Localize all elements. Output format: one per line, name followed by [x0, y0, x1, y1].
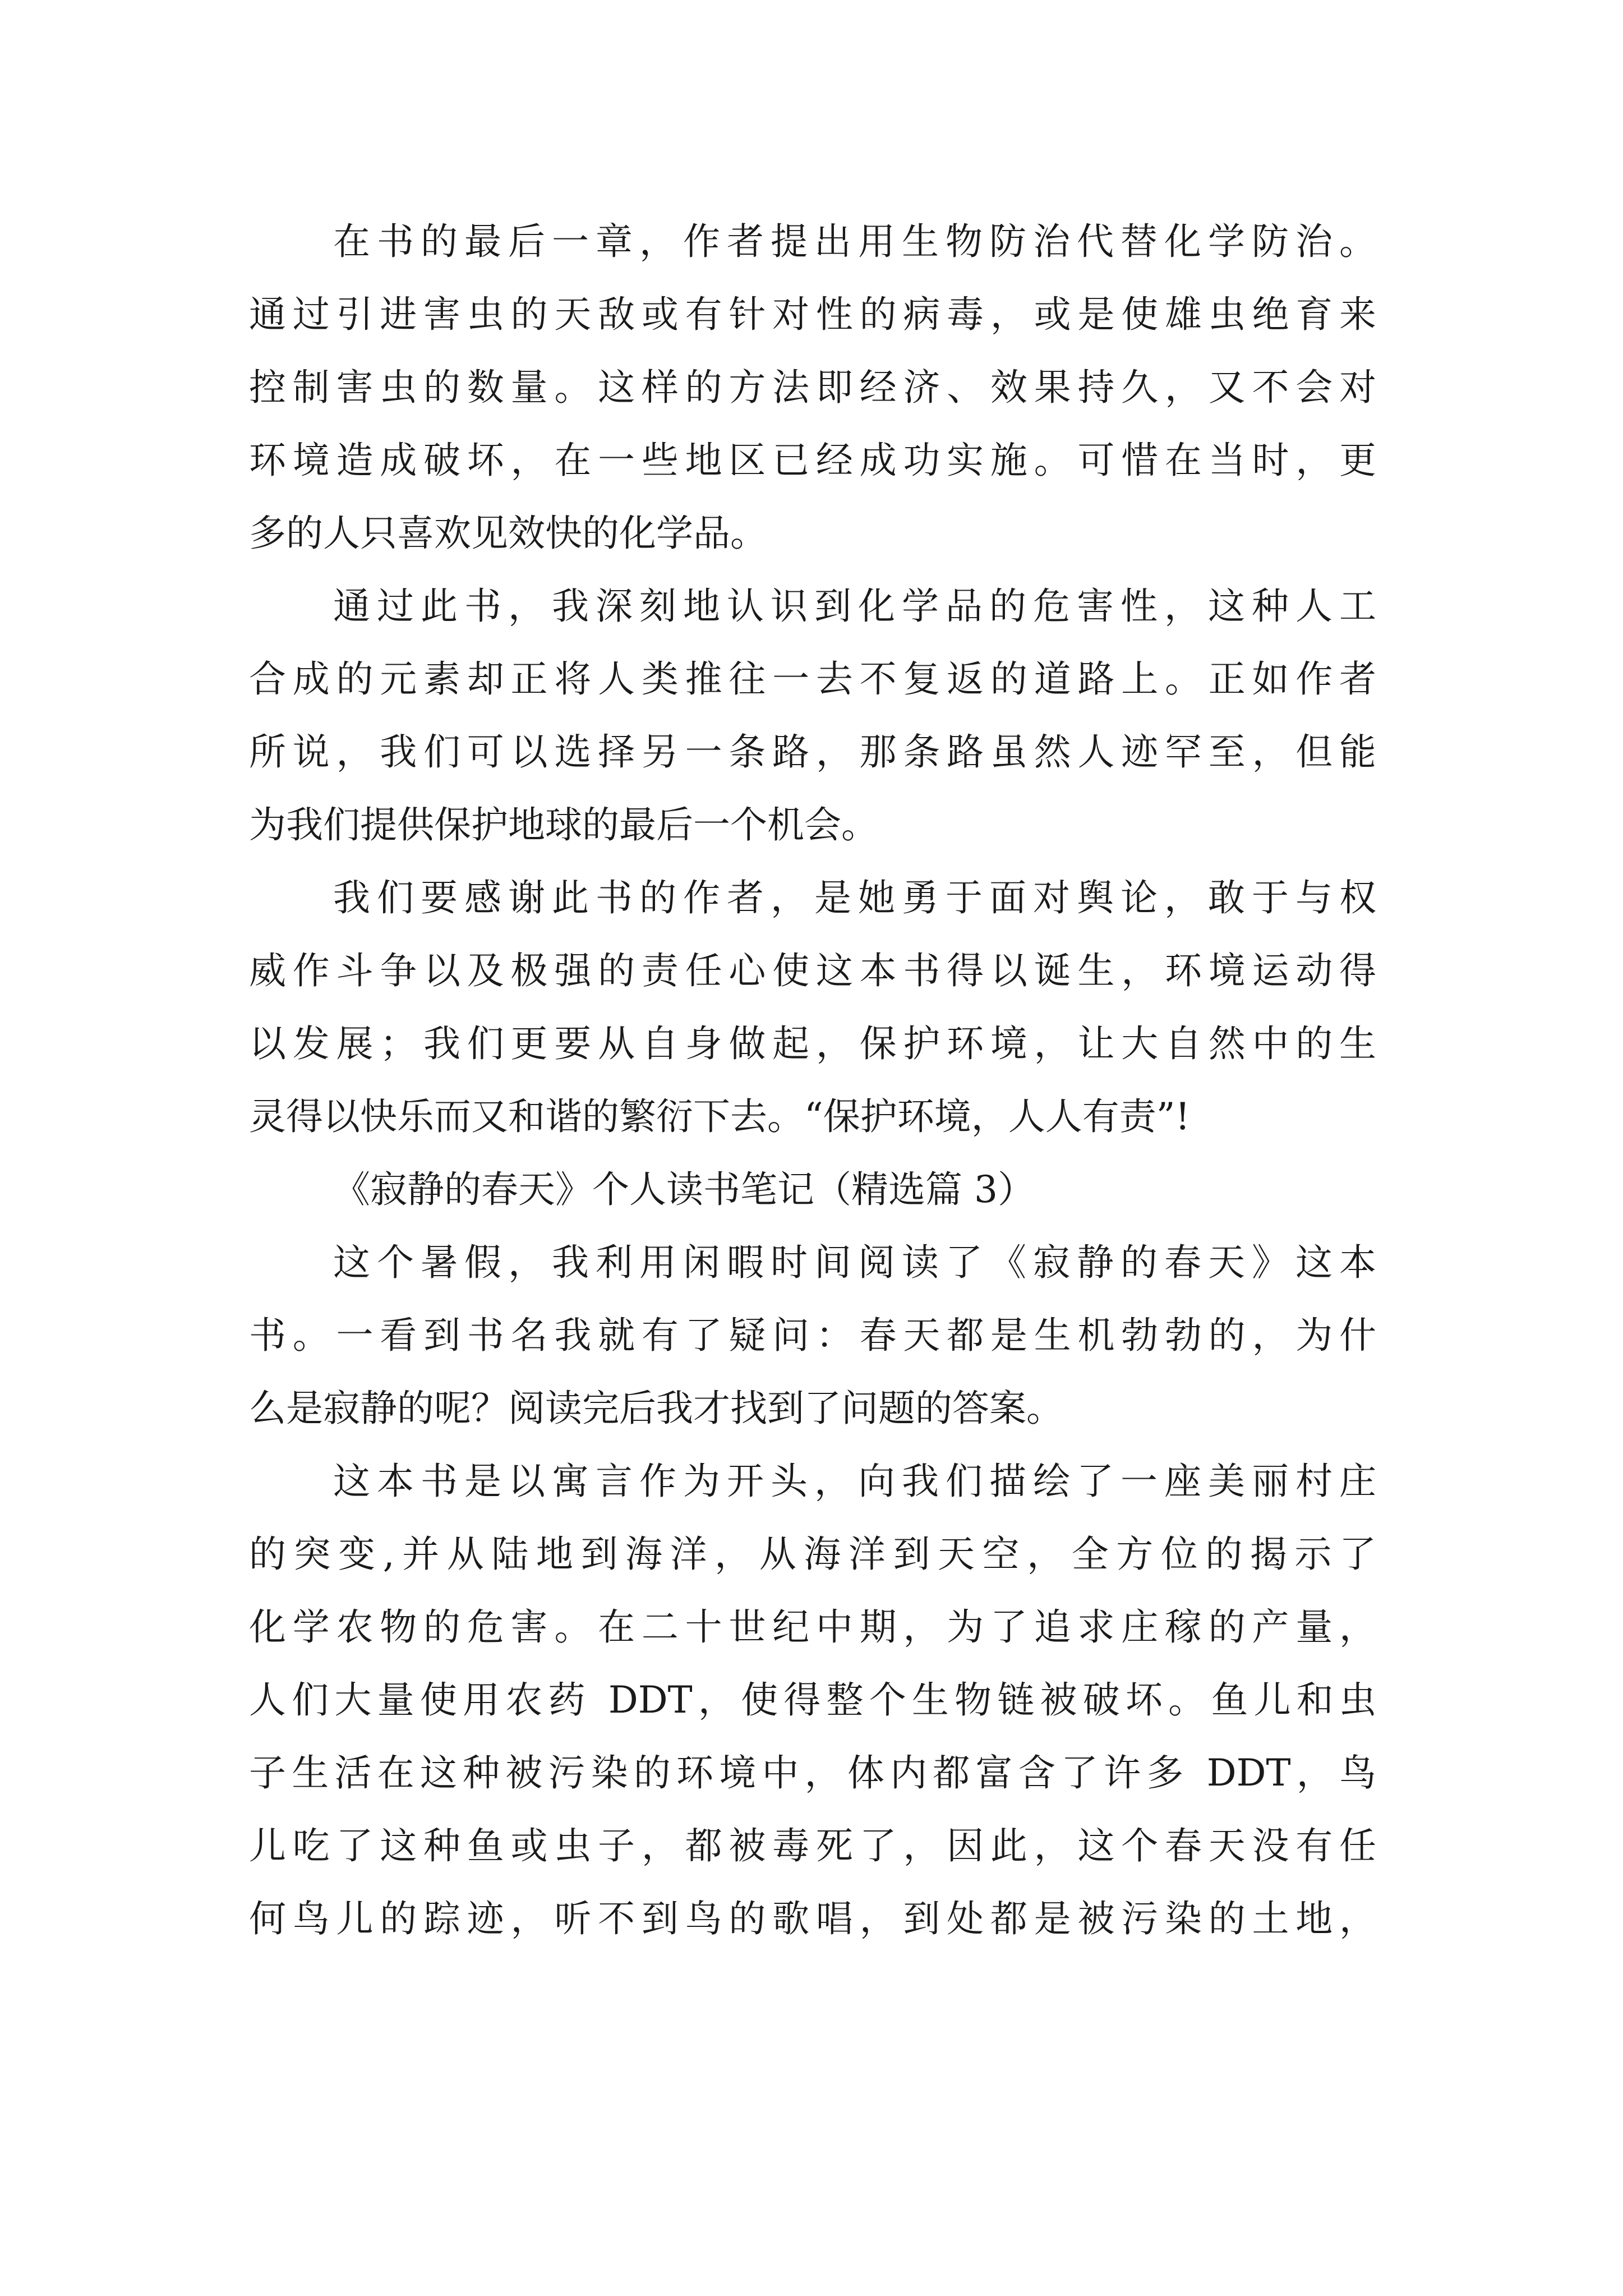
text-line: 这个暑假，我利用闲暇时间阅读了《寂静的春天》这本	[333, 1241, 1376, 1284]
text-line: 书。一看到书名我就有了疑问：春天都是生机勃勃的，为什	[249, 1314, 1376, 1357]
heading-text: 《寂静的春天》个人读书笔记（精选篇 3）	[333, 1168, 1035, 1211]
paragraph	[249, 862, 1376, 1153]
paragraph	[249, 205, 1376, 570]
text-line: 通过此书，我深刻地认识到化学品的危害性，这种人工	[333, 585, 1376, 628]
text-line: 在书的最后一章，作者提出用生物防治代替化学防治。	[333, 220, 1376, 263]
text-line: 的突变,并从陆地到海洋，从海洋到天空，全方位的揭示了	[249, 1533, 1376, 1576]
text-line: 我们要感谢此书的作者，是她勇于面对舆论，敢于与权	[333, 876, 1376, 919]
text-line: 何鸟儿的踪迹，听不到鸟的歌唱，到处都是被污染的土地，	[249, 1897, 1376, 1940]
text-line: 环境造成破坏，在一些地区已经成功实施。可惜在当时，更	[249, 439, 1376, 482]
paragraph	[249, 570, 1376, 862]
paragraph	[249, 1445, 1376, 1955]
text-line: 为我们提供保护地球的最后一个机会。	[249, 803, 878, 846]
text-line: 化学农物的危害。在二十世纪中期，为了追求庄稼的产量，	[249, 1605, 1376, 1649]
text-line: 合成的元素却正将人类推往一去不复返的道路上。正如作者	[249, 657, 1376, 701]
text-line: 灵得以快乐而又和谐的繁衍下去。“保护环境，人人有责”!	[249, 1095, 1191, 1138]
text-line: 子生活在这种被污染的环境中，体内都富含了许多 DDT，鸟	[249, 1751, 1376, 1795]
text-line: 这本书是以寓言作为开头，向我们描绘了一座美丽村庄	[333, 1460, 1376, 1503]
text-line: 多的人只喜欢见效快的化学品。	[249, 512, 767, 555]
text-line: 所说，我们可以选择另一条路，那条路虽然人迹罕至，但能	[249, 730, 1376, 774]
text-line: 通过引进害虫的天敌或有针对性的病毒，或是使雄虫绝育来	[249, 293, 1376, 336]
text-line: 人们大量使用农药 DDT，使得整个生物链被破坏。鱼儿和虫	[249, 1678, 1376, 1722]
text-line: 儿吃了这种鱼或虫子，都被毒死了，因此，这个春天没有任	[249, 1824, 1376, 1867]
document-body	[249, 205, 1376, 1955]
paragraph	[249, 1226, 1376, 1445]
section-heading	[249, 1153, 1376, 1226]
text-line: 以发展；我们更要从自身做起，保护环境，让大自然中的生	[249, 1022, 1376, 1065]
text-line: 威作斗争以及极强的责任心使这本书得以诞生，环境运动得	[249, 949, 1376, 992]
text-line: 么是寂静的呢？阅读完后我才找到了问题的答案。	[249, 1387, 1063, 1430]
text-line: 控制害虫的数量。这样的方法即经济、效果持久，又不会对	[249, 366, 1376, 409]
